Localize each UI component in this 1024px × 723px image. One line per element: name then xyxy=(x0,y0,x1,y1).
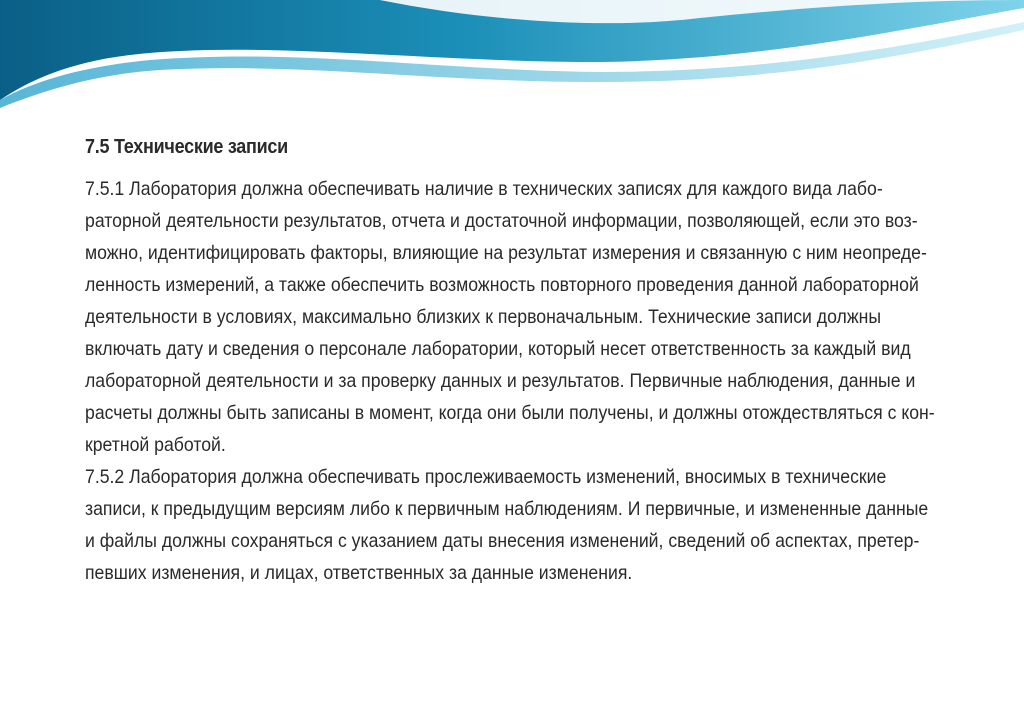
text-line: деятельности в условиях, максимально близких к первоначальным. Технические записи должны xyxy=(85,306,882,328)
paragraph-7-5-2 xyxy=(85,461,976,589)
paragraph-7-5-1 xyxy=(85,173,976,461)
text-line: 7.5.2 Лаборатория должна обеспечивать прослеживаемость изменений, вносимых в технические xyxy=(85,466,887,488)
text-line: расчеты должны быть записаны в момент, когда они были получены, и должны отождествляться с кон- xyxy=(85,402,935,424)
text-line: раторной деятельности результатов, отчета и достаточной информации, позволяющей, если это воз- xyxy=(85,210,918,232)
text-line: можно, идентифицировать факторы, влияющие на результат измерения и связанную с ним неопреде- xyxy=(85,242,927,264)
text-line: 7.5.1 Лаборатория должна обеспечивать наличие в технических записях для каждого вида лабо- xyxy=(85,178,883,200)
text-line: певших изменения, и лицах, ответственных за данные изменения. xyxy=(85,562,633,584)
text-line: включать дату и сведения о персонале лаборатории, который несет ответственность за каждый вид xyxy=(85,338,911,360)
text-line: кретной работой. xyxy=(85,434,226,456)
text-line: лабораторной деятельности и за проверку данных и результатов. Первичные наблюдения, данные и xyxy=(85,370,916,392)
section-title: 7.5 Технические записи xyxy=(85,136,288,158)
text-line: записи, к предыдущим версиям либо к первичным наблюдениям. И первичные, и измененные данные xyxy=(85,498,929,520)
header-wave-decoration xyxy=(0,0,1024,110)
document-scan xyxy=(85,136,977,589)
text-line: и файлы должны сохраняться с указанием даты внесения изменений, сведений об аспектах, претер- xyxy=(85,530,920,552)
text-line: ленность измерений, а также обеспечить возможность повторного проведения данной лабораторной xyxy=(85,274,919,296)
